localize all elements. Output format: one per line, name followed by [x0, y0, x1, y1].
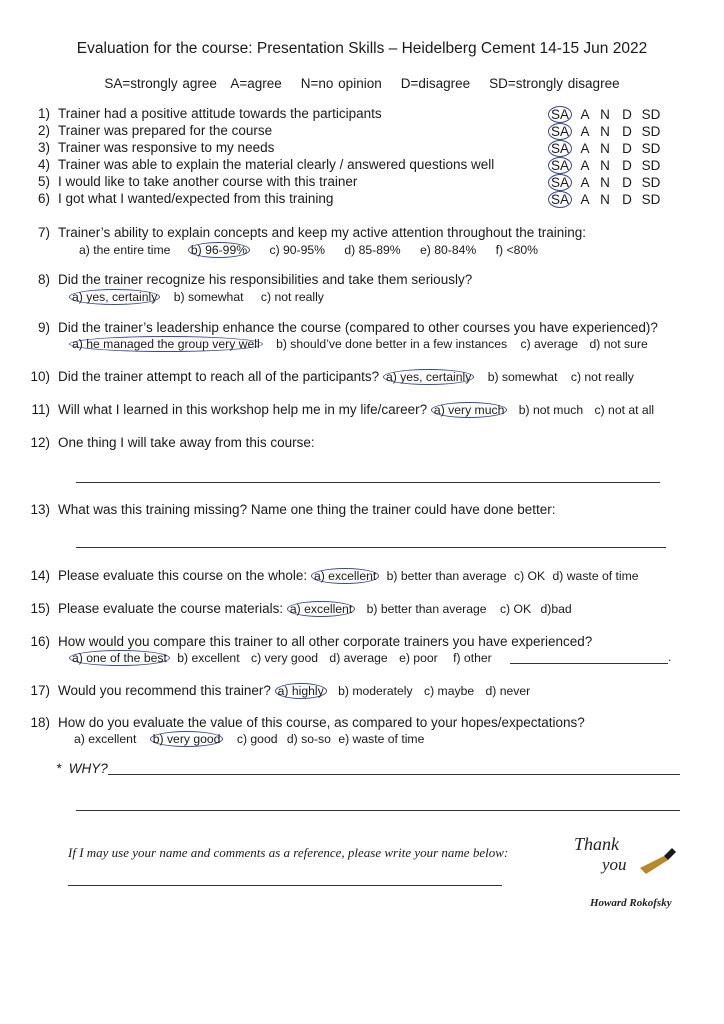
scale-option-d[interactable]: D	[622, 158, 632, 173]
scale-option-d[interactable]: D	[622, 175, 632, 190]
question-number: 5)	[37, 174, 50, 189]
option-a-selected[interactable]: a) he managed the group very well	[69, 336, 263, 352]
question-text: Trainer was able to explain the material clearly / answered questions well	[58, 157, 495, 172]
scale-option-a[interactable]: A	[580, 158, 590, 173]
question-number: 15)	[30, 601, 50, 616]
scale-option-sd[interactable]: SD	[641, 192, 661, 207]
option-d[interactable]: d) never	[485, 684, 531, 698]
option-c[interactable]: c) not really	[570, 370, 634, 384]
rating-question-3	[28, 140, 274, 155]
scale-option-n[interactable]: N	[600, 107, 610, 122]
option-a-selected[interactable]: a) one of the best	[69, 650, 170, 666]
option-b[interactable]: b) moderately	[338, 684, 413, 698]
question-number: 12)	[30, 435, 50, 450]
option-b[interactable]: b) should’ve done better in a few instances	[276, 337, 508, 351]
question-number: 3)	[37, 140, 50, 155]
option-b-selected[interactable]: b) 96-99%	[188, 242, 250, 258]
scale-option-sa-selected[interactable]: SA	[548, 106, 572, 123]
question-17-options	[275, 684, 531, 698]
option-c[interactable]: c) maybe	[424, 684, 475, 698]
question-18	[28, 715, 585, 730]
question-number: 11)	[31, 402, 50, 417]
question-8-options	[69, 289, 324, 305]
question-13	[28, 502, 556, 517]
signature-thank: Thank	[574, 834, 619, 854]
option-c[interactable]: c) not at all	[594, 403, 655, 417]
option-d[interactable]: d)bad	[540, 602, 572, 616]
scale-option-n[interactable]: N	[600, 175, 610, 190]
scale-option-a[interactable]: A	[580, 192, 590, 207]
option-d[interactable]: d) average	[329, 651, 388, 665]
scale-option-a[interactable]: A	[580, 124, 590, 139]
option-b[interactable]: b) somewhat	[173, 290, 244, 304]
scale-option-sd[interactable]: SD	[641, 141, 661, 156]
question-8	[28, 272, 472, 287]
option-a[interactable]: a) excellent	[74, 732, 137, 746]
option-b[interactable]: b) somewhat	[487, 370, 558, 384]
question-text: Trainer was responsive to my needs	[58, 140, 275, 155]
answer-line-13[interactable]	[76, 547, 666, 548]
fountain-pen-icon	[640, 856, 668, 874]
option-f[interactable]: f) <80%	[495, 243, 538, 257]
question-text: Did the trainer’s leadership enhance the course (compared to other courses you have experienced)?	[58, 320, 658, 335]
rating-scale-2	[548, 123, 664, 140]
question-18-options	[74, 731, 424, 747]
question-text: What was this training missing? Name one thing the trainer could have done better:	[58, 502, 556, 517]
option-a-selected[interactable]: a) yes, certainly	[383, 369, 474, 385]
rating-scale-4	[548, 157, 664, 174]
option-d[interactable]: d) so-so	[286, 732, 331, 746]
question-number: 6)	[37, 191, 50, 206]
option-f[interactable]: f) other	[453, 651, 492, 665]
question-14-options	[311, 569, 639, 583]
scale-option-d[interactable]: D	[622, 192, 632, 207]
option-c[interactable]: c) 90-95%	[269, 243, 326, 257]
other-answer-line[interactable]	[510, 663, 668, 664]
signature-you: you	[602, 855, 627, 874]
scale-option-sa-selected[interactable]: SA	[548, 123, 572, 140]
question-9-options	[69, 336, 648, 352]
option-e[interactable]: e) waste of time	[338, 732, 425, 746]
option-b[interactable]: b) not much	[518, 403, 584, 417]
scale-option-n[interactable]: N	[600, 192, 610, 207]
thank-you-signature	[566, 826, 686, 936]
option-c[interactable]: c) OK	[513, 569, 546, 583]
scale-option-n[interactable]: N	[600, 124, 610, 139]
question-17	[28, 683, 530, 699]
question-15	[28, 601, 572, 617]
question-text: Would you recommend this trainer?	[58, 683, 271, 698]
scale-option-sd[interactable]: SD	[641, 158, 661, 173]
question-16-options	[69, 650, 492, 666]
question-text: Please evaluate the course materials:	[58, 601, 284, 616]
scale-option-n[interactable]: N	[600, 141, 610, 156]
rating-question-6	[28, 191, 333, 206]
scale-option-n[interactable]: N	[600, 158, 610, 173]
question-text: How would you compare this trainer to all other corporate trainers you have experienced?	[58, 634, 593, 649]
question-number: 8)	[37, 272, 50, 287]
question-number: 4)	[37, 157, 50, 172]
option-a[interactable]: a) the entire time	[79, 243, 171, 257]
scale-option-sd[interactable]: SD	[641, 124, 661, 139]
option-a-selected[interactable]: a) excellent	[311, 568, 379, 584]
period-mark: .	[668, 650, 672, 664]
option-e[interactable]: e) 80-84%	[420, 243, 477, 257]
reference-prompt: If I may use your name and comments as a reference, please write your name below:	[68, 845, 509, 860]
scale-option-sd[interactable]: SD	[641, 107, 661, 122]
scale-option-sa-selected[interactable]: SA	[548, 140, 572, 157]
question-number: 1)	[37, 106, 50, 121]
answer-line-12[interactable]	[76, 482, 660, 483]
rating-scale-6	[548, 191, 664, 208]
option-c[interactable]: c) not really	[260, 290, 324, 304]
question-text: I got what I wanted/expected from this training	[58, 191, 334, 206]
option-c[interactable]: c) good	[236, 732, 278, 746]
scale-option-d[interactable]: D	[622, 141, 632, 156]
option-c[interactable]: c) OK	[499, 602, 532, 616]
name-answer-line[interactable]	[68, 885, 502, 886]
scale-option-sd[interactable]: SD	[641, 175, 661, 190]
rating-question-4	[28, 157, 494, 172]
question-text: One thing I will take away from this course:	[58, 435, 315, 450]
scale-option-sa-selected[interactable]: SA	[548, 157, 572, 174]
scale-option-d[interactable]: D	[622, 107, 632, 122]
scale-option-sa-selected[interactable]: SA	[548, 174, 572, 191]
question-11	[28, 402, 654, 418]
option-a-selected[interactable]: a) very much	[431, 402, 507, 418]
option-c[interactable]: c) average	[520, 337, 579, 351]
question-number: 18)	[30, 715, 50, 730]
scale-option-a[interactable]: A	[580, 141, 590, 156]
question-text: Trainer had a positive attitude towards the participants	[58, 106, 382, 121]
why-answer-line-2[interactable]	[76, 810, 680, 811]
question-text: I would like to take another course with this trainer	[58, 174, 358, 189]
question-text: Will what I learned in this workshop help me in my life/career?	[58, 402, 428, 417]
option-d[interactable]: d) waste of time	[552, 569, 639, 583]
option-c[interactable]: c) very good	[250, 651, 319, 665]
scale-option-d[interactable]: D	[622, 124, 632, 139]
rating-scale-5	[548, 174, 664, 191]
option-a-selected[interactable]: a) highly	[275, 683, 327, 699]
question-7	[28, 225, 586, 240]
question-12	[28, 435, 315, 450]
question-text: Trainer was prepared for the course	[58, 123, 273, 138]
why-label: * WHY?	[56, 761, 108, 776]
option-d[interactable]: d) not sure	[589, 337, 648, 351]
rating-question-5	[28, 174, 357, 189]
question-text: Trainer’s ability to explain concepts and keep my active attention throughout the training:	[58, 225, 587, 240]
option-e[interactable]: e) poor	[399, 651, 438, 665]
question-text: Please evaluate this course on the whole:	[58, 568, 308, 583]
question-15-options	[287, 602, 572, 616]
why-answer-line-1[interactable]	[108, 774, 680, 775]
option-a-selected[interactable]: a) excellent	[287, 601, 355, 617]
question-number: 16)	[30, 634, 50, 649]
rating-scale-3	[548, 140, 664, 157]
question-number: 2)	[37, 123, 50, 138]
question-9	[28, 320, 658, 335]
rating-legend: SA=strongly agree A=agree N=no opinion D=disagree SD=strongly disagree	[104, 76, 620, 91]
signature-name: Howard Rokofsky	[590, 897, 672, 909]
question-7-options	[79, 242, 538, 258]
question-14	[28, 568, 639, 584]
question-number: 14)	[30, 568, 50, 583]
form-title: Evaluation for the course: Presentation Skills – Heidelberg Cement 14-15 Jun 2022	[76, 40, 648, 57]
rating-question-2	[28, 123, 272, 138]
rating-question-1	[28, 106, 382, 121]
question-number: 7)	[37, 225, 50, 240]
question-number: 9)	[37, 320, 50, 335]
question-text: Did the trainer recognize his responsibilities and take them seriously?	[58, 272, 473, 287]
option-b[interactable]: b) better than average	[366, 602, 487, 616]
question-16	[28, 634, 592, 649]
question-11-options	[431, 403, 654, 417]
question-text: How do you evaluate the value of this course, as compared to your hopes/expectations?	[58, 715, 585, 730]
question-10	[28, 369, 634, 385]
rating-scale-1	[548, 106, 664, 123]
scale-option-a[interactable]: A	[580, 107, 590, 122]
option-a-selected[interactable]: a) yes, certainly	[69, 289, 160, 305]
option-b[interactable]: b) excellent	[177, 651, 240, 665]
question-number: 13)	[30, 502, 50, 517]
question-text: Did the trainer attempt to reach all of the participants?	[58, 369, 380, 384]
option-d[interactable]: d) 85-89%	[344, 243, 401, 257]
question-number: 17)	[30, 683, 50, 698]
option-b[interactable]: b) better than average	[386, 569, 507, 583]
question-10-options	[383, 370, 634, 384]
scale-option-sa-selected[interactable]: SA	[548, 191, 572, 208]
scale-option-a[interactable]: A	[580, 175, 590, 190]
option-b-selected[interactable]: b) very good	[150, 731, 224, 747]
question-number: 10)	[30, 369, 50, 384]
